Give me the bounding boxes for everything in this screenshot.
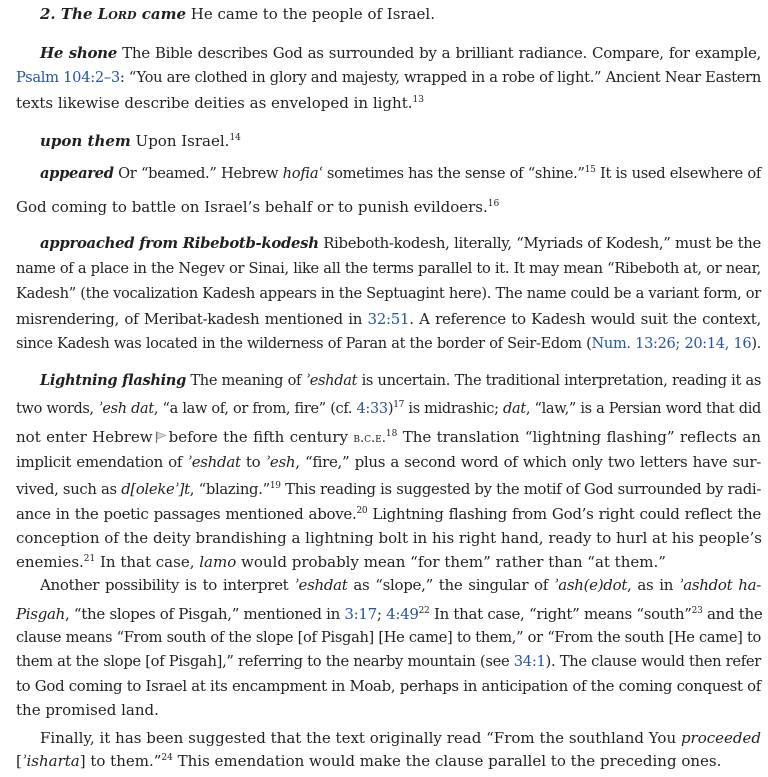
lemma: 2. The Lord came [40,5,187,23]
note-line: to God coming to Israel at its encampment in Moab, perhaps in anticipation of the coming conquest of [16,677,761,695]
note-line: not enter Hebrew before the fifth century b.c.e.$^{18}$ The translation “lightning flashing” reflects an [16,428,761,446]
footnote-ref[interactable]: 19 [269,481,281,492]
note-line: upon them Upon Israel.$^{14}$ [40,132,241,150]
footnote-ref[interactable]: 18 [385,429,398,439]
footnote-ref[interactable]: 16 [487,199,500,209]
note-line: Finally, it has been suggested that the text originally read “From the southland You proceeded [40,729,761,747]
scripture-link[interactable]: 3:17 [344,605,377,623]
note-line: clause means “From south of the slope [of Pisgah] [He came] to them,” or “From the south [He came] to [16,629,761,646]
note-line: Kadesh” (the vocalization Kadesh appears in the Septuagint here). The name could be a variant form, or [16,285,761,302]
note-line: Another possibility is to interpret ʾeshdat as “slope,” the singular of ʾash(e)dot, as in ʾashdot ha- [40,576,761,594]
note-line: God coming to battle on Israel’s behalf or to punish evildoers.$^{16}$ [16,198,500,216]
note-line: Lightning flashing The meaning of ʾeshdat is uncertain. The traditional interpretation, reading it as [40,372,761,389]
flag-icon[interactable] [155,431,167,443]
footnote-ref[interactable]: 15 [584,165,596,176]
note-line: name of a place in the Negev or Sinai, like all the terms parallel to it. It may mean “Ribeboth at, or near, [16,260,761,277]
note-line: approached from Ribebotb-kodesh Ribeboth-kodesh, literally, “Myriads of Kodesh,” must be the [40,235,762,252]
footnote-ref[interactable]: 13 [412,95,424,105]
note-line: misrendering, of Meribat-kadesh mentioned in 32:51. A reference to Kadesh would suit the context, [16,310,761,328]
scripture-link[interactable]: 34:1 [513,653,546,670]
lemma: Lightning flashing [40,372,186,389]
scripture-link[interactable]: 32:51 [367,310,410,328]
footnote-ref[interactable]: 21 [83,554,96,564]
note-line: enemies.$^{21}$ In that case, lamo would probably mean “for them” rather than “at them.” [16,553,666,571]
note-line: Psalm 104:2–3: “You are clothed in glory and majesty, wrapped in a robe of light.” Ancient Near Eastern [16,69,761,86]
note-line: the promised land. [16,701,159,719]
note-line: conception of the deity brandishing a lightning bolt in his right hand, ready to hurl at his people’s [16,529,762,547]
scripture-link[interactable]: 4:49 [386,605,419,623]
scripture-link[interactable]: 4:33 [356,401,388,417]
note-line: Pisgah, “the slopes of Pisgah,” mentioned in 3:17; $4:49^{22}$ In that case, “right” means “south”$^{23}$ and the [16,605,763,623]
note-line: two words, ʾesh dat, “a law of, or from, fire” (cf. 4:33)$^{17}$ is midrashic; dat, “law,” is a Persian word that did [16,400,761,417]
footnote-ref[interactable]: 24 [161,753,173,763]
note-line: texts likewise describe deities as enveloped in light.$^{13}$ [16,94,424,112]
footnote-ref[interactable]: 14 [229,133,241,143]
lemma: He shone [40,44,118,62]
lemma: appeared [40,165,114,182]
footnote-ref[interactable]: 17 [393,400,405,411]
note-line: vived, such as d[olekeʾ]t, “blazing.”$^{19}$ This reading is suggested by the motif of God surrounded by radi- [16,481,762,498]
note-line: since Kadesh was located in the wilderness of Paran at the border of Seir-Edom (Num. 13:26; 20:14, 16). [16,336,761,352]
note-line: He shone The Bible describes God as surrounded by a brilliant radiance. Compare, for example, [40,44,762,62]
note-line: 2. The Lord came He came to the people of Israel. [40,5,435,23]
note-line: [ʾisharta] to them.”$^{24}$ This emendation would make the clause parallel to the preceding ones. [16,752,722,770]
note-line: appeared Or “beamed.” Hebrew hofiaʿ sometimes has the sense of “shine.”$^{15}$ It is used elsewhere of [40,165,761,182]
footnote-ref[interactable]: 20 [356,506,368,516]
footnote-ref[interactable]: 23 [691,606,703,616]
lemma: upon them [40,132,131,150]
note-line: implicit emendation of ʾeshdat to ʾesh, “fire,” plus a second word of which only two letters have sur- [16,453,761,471]
footnote-ref[interactable]: 22 [418,606,430,616]
note-line: ance in the poetic passages mentioned above.$^{20}$ Lightning flashing from God’s right could reflect the [16,505,761,523]
note-line: them at the slope [of Pisgah],” referring to the nearby mountain (see 34:1). The clause would then refer [16,653,761,670]
scripture-link[interactable]: Psalm 104:2–3 [16,69,120,86]
lemma: approached from Ribebotb-kodesh [40,235,319,252]
scripture-link[interactable]: Num. 13:26; 20:14, 16 [591,336,752,352]
